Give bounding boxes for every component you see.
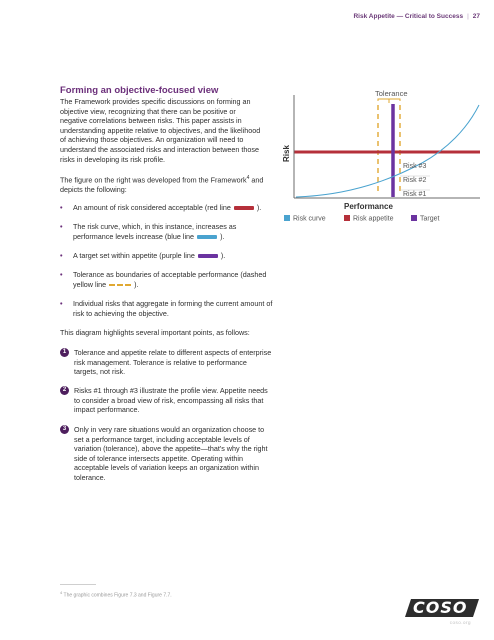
running-header	[353, 13, 480, 20]
bullet-dot: •	[60, 203, 63, 212]
legend-swatch	[344, 215, 350, 221]
purple-line-swatch	[198, 254, 218, 258]
numbered-text: Tolerance and appetite relate to different aspects of enterprise risk management. Tolerance is relative to performance targets, not risk.	[74, 348, 272, 377]
y-axis-label: Risk	[281, 145, 291, 162]
bullet-dot: •	[60, 222, 63, 231]
legend-item-target	[411, 215, 439, 223]
number-badge: 2	[60, 386, 69, 395]
header-separator: |	[467, 13, 469, 20]
bullet-text: An amount of risk considered acceptable (red line	[73, 203, 231, 212]
highlights-intro: This diagram highlights several important points, as follows:	[60, 328, 250, 337]
footnote	[60, 590, 172, 599]
figure-intro-text-b: and depicts the following:	[60, 175, 264, 194]
figure-intro-paragraph	[60, 174, 264, 195]
bullet-text: Individual risks that aggregate in forming the current amount of risk to achieving the objective.	[73, 299, 273, 318]
legend-swatch	[284, 215, 290, 221]
risk-profile-figure	[282, 87, 482, 227]
header-title: Risk Appetite — Critical to Success	[353, 13, 464, 20]
risk-1-label: Risk #1	[403, 191, 427, 198]
bullet-dot: •	[60, 299, 63, 308]
bullet-text: Tolerance as boundaries of acceptable performance (dashed yellow line	[73, 270, 267, 289]
bullet-close: ).	[220, 231, 225, 241]
number-badge: 3	[60, 425, 69, 434]
bullet-dot: •	[60, 270, 63, 279]
section-title: Forming an objective-focused view	[60, 85, 219, 96]
footnote-text: The graphic combines Figure 7.3 and Figure 7.7.	[63, 592, 172, 599]
dashed-yellow-line-swatch	[109, 284, 131, 286]
coso-logo	[405, 598, 479, 624]
legend-label: Risk curve	[293, 215, 326, 223]
logo-text: COSO	[413, 598, 468, 617]
figure-intro-text-a: The figure on the right was developed from the Framework	[60, 175, 247, 185]
bullet-dot: •	[60, 251, 63, 260]
legend-label: Risk appetite	[353, 215, 394, 223]
legend-item-risk-appetite	[344, 215, 393, 223]
risk-2-label: Risk #2	[403, 177, 427, 184]
figure-legend	[284, 215, 484, 227]
legend-item-risk-curve	[284, 215, 326, 223]
footnote-rule	[60, 584, 96, 585]
legend-label: Target	[420, 215, 440, 223]
numbered-text: Only in very rare situations would an organization choose to set a performance target, including acceptable levels of variation (tolerance), above the appetite—that's why the right side of tolerance intersects appetite. Operating within acceptable levels of variation keeps an organization within tolerance.	[74, 425, 268, 482]
red-line-swatch	[234, 206, 254, 210]
page-number: 27	[472, 13, 480, 20]
logo-url: coso.org	[449, 620, 471, 625]
risk-3-label: Risk #3	[403, 163, 427, 170]
bullet-close: ).	[134, 279, 139, 289]
legend-swatch	[411, 215, 417, 221]
footnote-number: 4	[60, 590, 63, 595]
bullet-text: The risk curve, which, in this instance, increases as performance levels increase (blue line	[73, 222, 237, 241]
number-badge: 1	[60, 348, 69, 357]
tolerance-label: Tolerance	[375, 89, 408, 98]
intro-paragraph: The Framework provides specific discussions on forming an objective view, recognizing that there can be positive or negative correlations between risks. This paper assists in understanding appetite relative to objectives, and the likelihood of achieving those objectives. An organization will need to understand the associated risks and interaction between those risks in developing its risk profile.	[60, 97, 261, 164]
x-axis-label: Performance	[344, 202, 393, 211]
bullet-close: ).	[256, 203, 262, 212]
bullet-text: A target set within appetite (purple line	[73, 251, 195, 260]
blue-line-swatch	[197, 235, 217, 239]
numbered-text: Risks #1 through #3 illustrate the profile view. Appetite needs to consider a broad view of risk, encompassing all risks that impact performance.	[74, 386, 268, 415]
bullet-close: ).	[220, 251, 226, 260]
footnote-ref: 4	[246, 175, 250, 181]
